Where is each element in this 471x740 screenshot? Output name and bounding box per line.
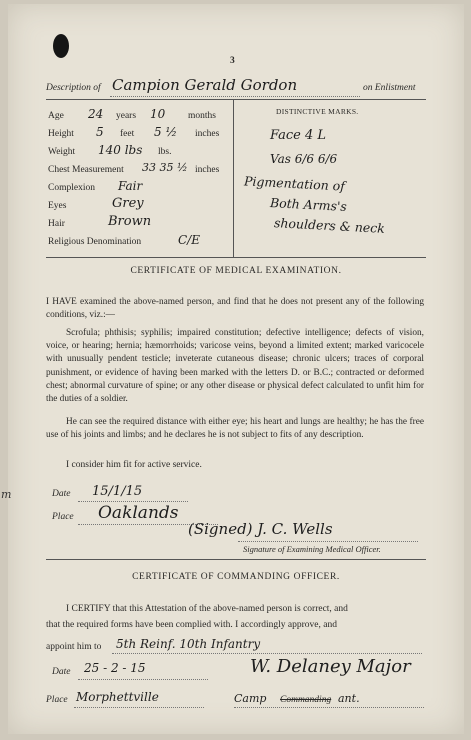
commanding-suffix: ant. (338, 692, 360, 705)
medical-fit: I consider him fit for active service. (66, 460, 202, 470)
punch-hole (53, 34, 69, 58)
medical-date-value: 15/1/15 (92, 484, 143, 499)
complexion-label: Complexion (48, 183, 95, 193)
distinctive-line: Both Arms's (269, 194, 348, 215)
attestation-page (8, 4, 464, 734)
eyes-label: Eyes (48, 201, 67, 211)
commanding-heading: CERTIFICATE OF COMMANDING OFFICER. (132, 572, 340, 582)
distinctive-line: Face 4 L (270, 128, 327, 143)
on-enlistment-label: on Enlistment (363, 83, 416, 93)
medical-intro: I HAVE examined the above-named person, and find that he does not present any of the following conditions, viz.:— (46, 297, 424, 321)
chest-label: Chest Measurement (48, 165, 124, 175)
commanding-text-1: I CERTIFY that this Attestation of the above-named person is correct, and (66, 604, 348, 614)
medical-signature: (Signed) J. C. Wells (188, 520, 333, 538)
commanding-signature: W. Delaney Major (250, 656, 411, 677)
inches-label: inches (195, 129, 220, 139)
commanding-place-label: Place (46, 695, 68, 705)
commanding-text-2: that the required forms have been complied with. I accordingly approve, and (46, 620, 337, 630)
weight-label: Weight (48, 147, 76, 157)
complexion-value: Fair (118, 179, 143, 193)
age-years: 24 (88, 107, 104, 121)
appoint-value: 5th Reinf. 10th Infantry (116, 637, 261, 651)
feet-label: feet (120, 129, 135, 139)
commanding-place-value: Morphettville (76, 690, 159, 704)
weight-unit: lbs. (158, 147, 172, 157)
months-label: months (188, 111, 216, 121)
page-number: 3 (230, 56, 235, 66)
distinctive-line: Vas 6/6 6/6 (270, 152, 338, 166)
age-months: 10 (150, 107, 166, 121)
height-feet: 5 (96, 125, 104, 139)
medical-date-label: Date (52, 489, 71, 499)
soldier-name: Campion Gerald Gordon (112, 76, 298, 94)
medical-conditions: Scrofula; phthisis; syphilis; impaired constitution; defective intelligence; defects of vision, voice, or hearing; hernia; hæmorrhoids; varicose veins, beyond a limited extent; marked varicocele with unusually pendent testicle; inveterate cutaneous disease; chronic ulcers; traces of corporal punishment, or evidence of having been marked with the letters D. or B.C.; contracted or deformed chest; abnormal curvature of spine; or any other disease or physical defect calculated to unfit him for the duties of a soldier. (46, 328, 424, 405)
medical-heading: CERTIFICATE OF MEDICAL EXAMINATION. (130, 266, 342, 276)
age-label: Age (48, 111, 64, 121)
distinctive-line: Pigmentation of (243, 173, 346, 194)
weight-value: 140 lbs (98, 143, 143, 157)
distinctive-marks-heading: DISTINCTIVE MARKS. (276, 107, 359, 116)
description-label: Description of (46, 83, 101, 93)
hair-value: Brown (108, 214, 152, 229)
chest-value: 33 35 ½ (142, 161, 188, 174)
medical-vision: He can see the required distance with either eye; his heart and lungs are healthy; he has the free use of his joints and limbs; and he declares he is not subject to fits of any description. (46, 417, 424, 441)
medical-place-label: Place (52, 512, 74, 522)
religion-value: C/E (178, 233, 200, 247)
eyes-value: Grey (112, 196, 144, 211)
medical-place-value: Oaklands (98, 503, 179, 523)
religion-label: Religious Denomination (48, 237, 142, 247)
height-label: Height (48, 129, 74, 139)
chest-unit: inches (195, 165, 220, 175)
commanding-date-value: 25 - 2 - 15 (84, 661, 146, 675)
hair-label: Hair (48, 219, 65, 229)
distinctive-line: shoulders & neck (273, 215, 386, 236)
height-inches: 5 ½ (154, 125, 178, 139)
years-label: years (116, 111, 137, 121)
appoint-label: appoint him to (46, 642, 102, 652)
commanding-label: Commanding (280, 695, 332, 705)
commanding-date-label: Date (52, 667, 71, 677)
box-divider (233, 99, 234, 257)
medical-signature-label: Signature of Examining Medical Officer. (243, 544, 381, 554)
margin-mark: m (1, 488, 12, 501)
commanding-prefix: Camp (234, 692, 267, 705)
